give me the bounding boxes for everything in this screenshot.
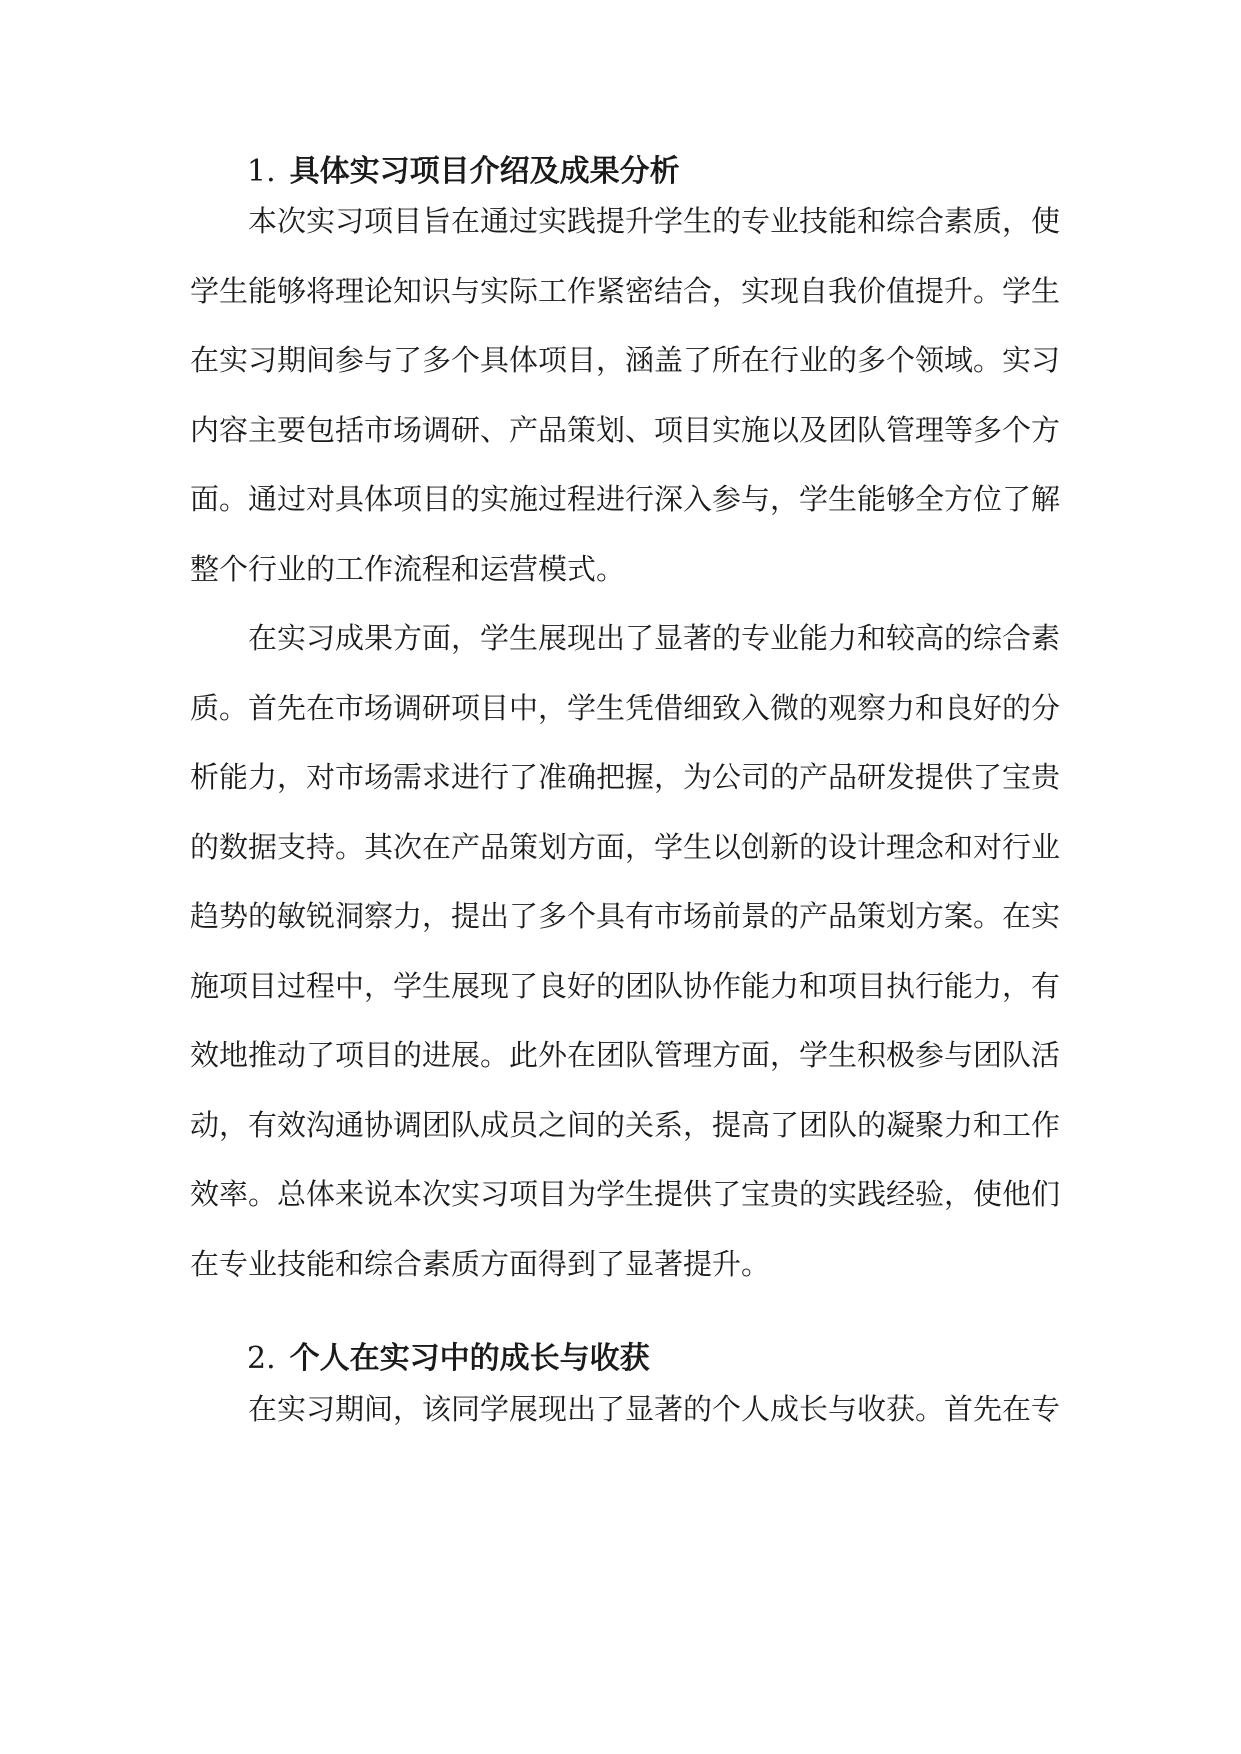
paragraph-line: 析能力，对市场需求进行了准确把握，为公司的产品研发提供了宝贵 (190, 760, 1061, 794)
section-2-number: 2. (247, 1341, 276, 1376)
paragraph-line: 本次实习项目旨在通过实践提升学生的专业技能和综合素质，使 (248, 204, 1061, 238)
paragraph-line: 在实习期间，该同学展现出了显著的个人成长与收获。首先在专 (248, 1392, 1061, 1426)
paragraph-line: 趋势的敏锐洞察力，提出了多个具有市场前景的产品策划方案。在实 (190, 899, 1061, 933)
paragraph-line: 动，有效沟通协调团队成员之间的关系，提高了团队的凝聚力和工作 (190, 1108, 1061, 1142)
section-1-number: 1. (247, 154, 276, 189)
paragraph-line: 施项目过程中，学生展现了良好的团队协作能力和项目执行能力，有 (190, 969, 1061, 1003)
paragraph-line: 效率。总体来说本次实习项目为学生提供了宝贵的实践经验，使他们 (190, 1177, 1061, 1211)
paragraph-line: 内容主要包括市场调研、产品策划、项目实施以及团队管理等多个方 (190, 413, 1061, 447)
section-1-heading (247, 152, 680, 192)
paragraph-line: 在实习成果方面，学生展现出了显著的专业能力和较高的综合素 (248, 621, 1061, 655)
paragraph-line: 面。通过对具体项目的实施过程进行深入参与，学生能够全方位了解 (190, 482, 1061, 516)
section-1-title: 具体实习项目介绍及成果分析 (289, 154, 680, 189)
paragraph-line: 学生能够将理论知识与实际工作紧密结合，实现自我价值提升。学生 (190, 274, 1061, 308)
paragraph-line: 的数据支持。其次在产品策划方面，学生以创新的设计理念和对行业 (190, 830, 1061, 864)
section-2-heading (247, 1339, 650, 1379)
paragraph-line: 质。首先在市场调研项目中，学生凭借细致入微的观察力和良好的分 (190, 691, 1061, 725)
paragraph-line: 整个行业的工作流程和运营模式。 (190, 552, 626, 586)
section-2-title: 个人在实习中的成长与收获 (289, 1341, 650, 1376)
paragraph-line: 在实习期间参与了多个具体项目，涵盖了所在行业的多个领域。实习 (190, 343, 1061, 377)
paragraph-line: 效地推动了项目的进展。此外在团队管理方面，学生积极参与团队活 (190, 1038, 1061, 1072)
paragraph-line: 在专业技能和综合素质方面得到了显著提升。 (190, 1247, 771, 1281)
